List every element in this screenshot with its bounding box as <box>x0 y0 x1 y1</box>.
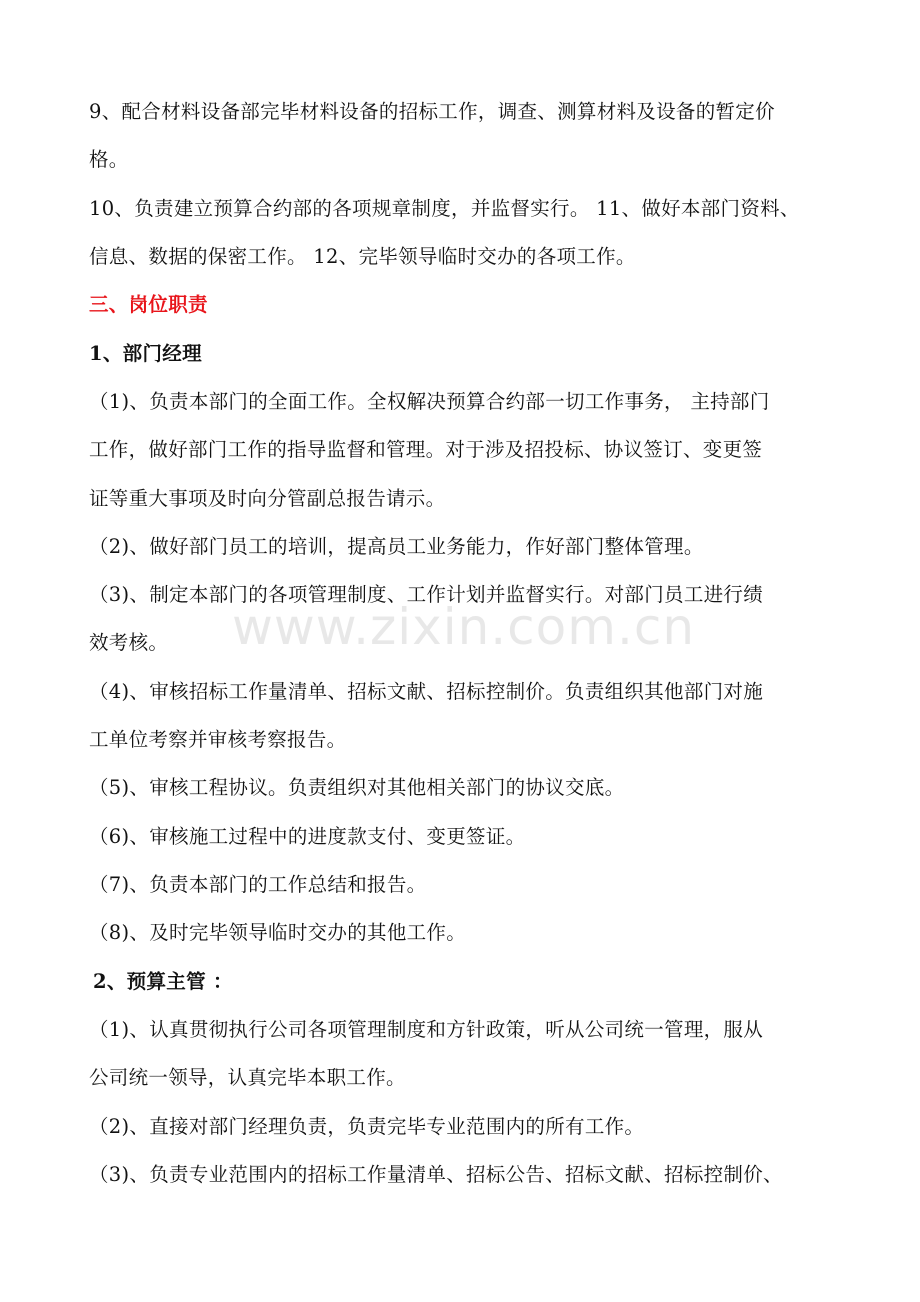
paragraph-line: 证等重大事项及时向分管副总报告请示。 <box>89 487 446 510</box>
subsection-heading: 2、预算主管 ： <box>93 970 233 993</box>
watermark-text: www.zixin.com.cn <box>232 598 696 656</box>
paragraph-line: 10、负责建立预算合约部的各项规章制度，并监督实行。 11、做好本部门资料、 <box>89 197 800 220</box>
paragraph-line: 信息、数据的保密工作。 12、完毕领导临时交办的各项工作。 <box>89 245 636 268</box>
paragraph-line: （3)、负责专业范围内的招标工作量清单、招标公告、招标文献、招标控制价、 <box>89 1163 783 1186</box>
paragraph-line: （6)、审核施工过程中的进度款支付、变更签证。 <box>89 825 526 848</box>
paragraph-line: （1)、认真贯彻执行公司各项管理制度和方针政策，听从公司统一管理，服从 <box>89 1018 764 1041</box>
paragraph-line: （7)、负责本部门的工作总结和报告。 <box>89 873 427 896</box>
paragraph-line: （2)、直接对部门经理负责，负责完毕专业范围内的所有工作。 <box>89 1115 645 1138</box>
section-heading: 三、岗位职责 <box>89 293 208 316</box>
paragraph-line: （1)、负责本部门的全面工作。全权解决预算合约部一切工作事务， 主持部门 <box>89 390 770 413</box>
paragraph-line: （8)、及时完毕领导临时交办的其他工作。 <box>89 921 467 944</box>
paragraph-line: 公司统一领导，认真完毕本职工作。 <box>89 1066 406 1089</box>
paragraph-line: 9、配合材料设备部完毕材料设备的招标工作，调查、测算材料及设备的暂定价 <box>89 100 775 123</box>
paragraph-line: （2)、做好部门员工的培训，提高员工业务能力，作好部门整体管理。 <box>89 535 704 558</box>
paragraph-line: （3)、制定本部门的各项管理制度、工作计划并监督实行。对部门员工进行绩 <box>89 583 764 606</box>
subsection-heading: 1、部门经理 <box>89 342 202 365</box>
paragraph-line: 工单位考察并审核考察报告。 <box>89 728 347 751</box>
paragraph-line: （4)、审核招标工作量清单、招标文献、招标控制价。负责组织其他部门对施 <box>89 680 764 703</box>
paragraph-line: 格。 <box>89 148 129 171</box>
paragraph-line: （5)、审核工程协议。负责组织对其他相关部门的协议交底。 <box>89 776 625 799</box>
paragraph-line: 效考核。 <box>89 631 169 654</box>
paragraph-line: 工作，做好部门工作的指导监督和管理。对于涉及招投标、协议签订、变更签 <box>89 438 763 461</box>
